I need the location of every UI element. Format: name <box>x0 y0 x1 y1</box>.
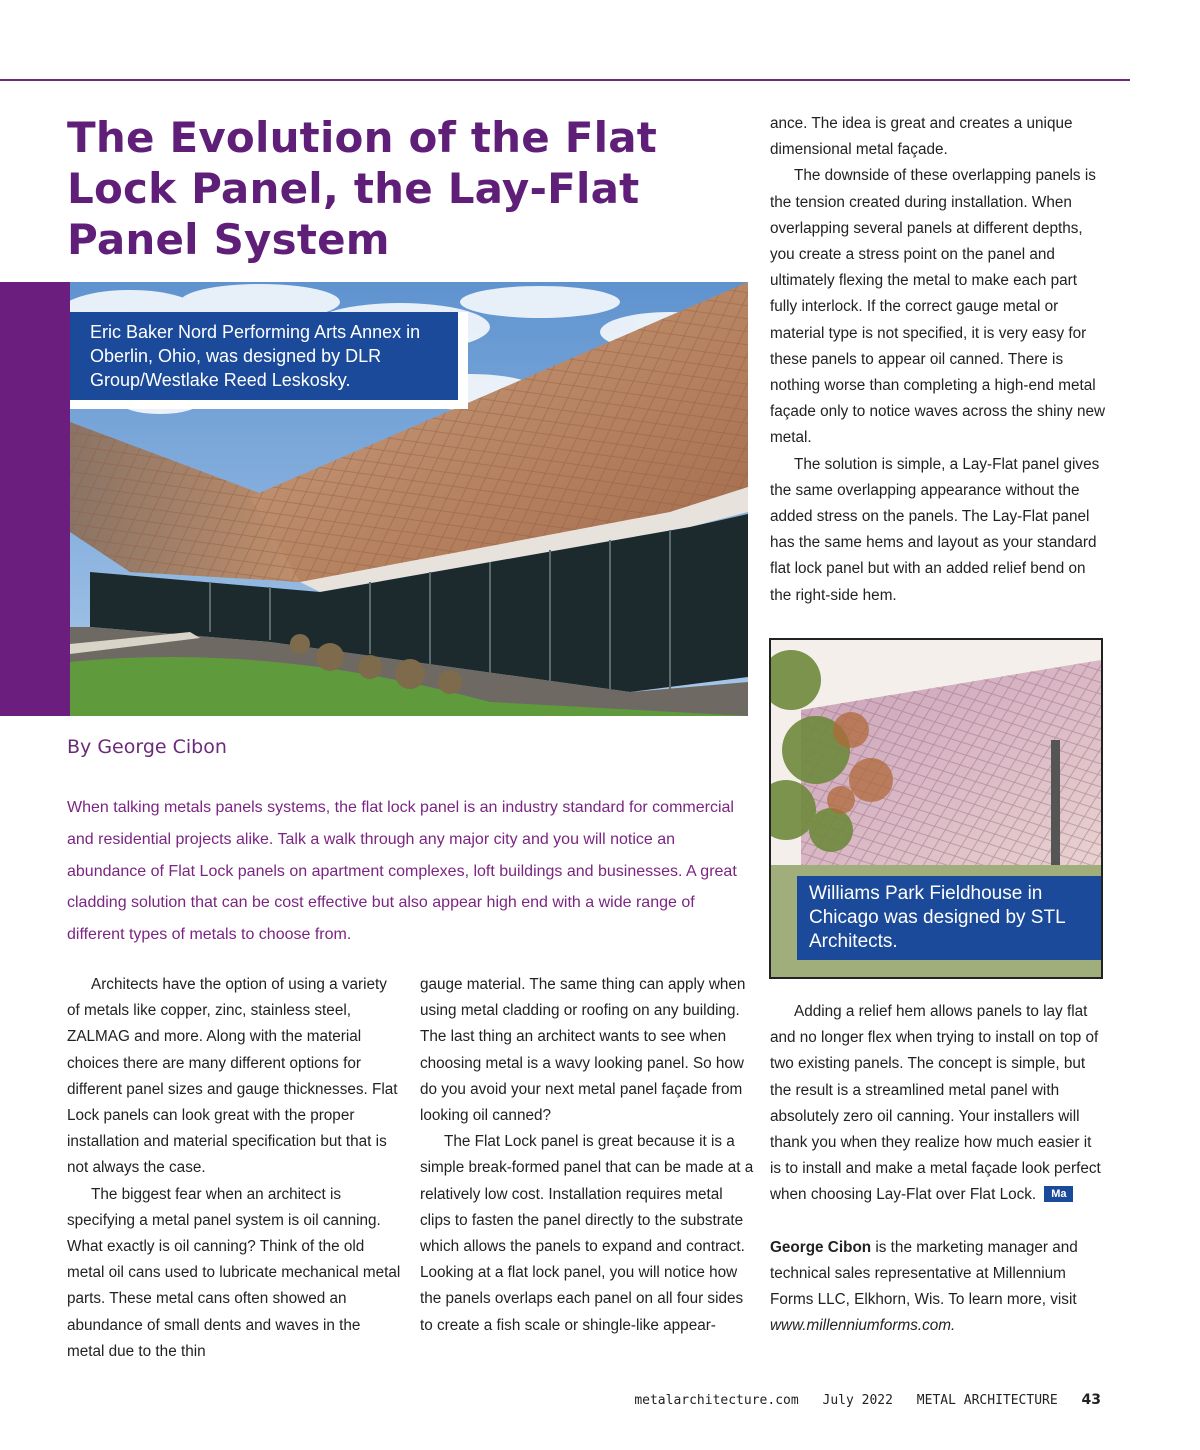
body-paragraph: The downside of these overlapping panels is the tension created during installation. When overlapping several panels at different depths, you create a stress point on the panel and ultimately flexing the metal to make each part fully interlock. If the correct gauge metal or material type is not specified, it is very easy for these panels to appear oil canned. There is nothing worse than completing a high-end metal façade only to notice waves across the shiny new metal. <box>770 167 1106 447</box>
body-paragraph: ance. The idea is great and creates a unique dimensional metal façade. <box>770 115 1073 159</box>
body-paragraph: The solution is simple, a Lay-Flat panel gives the same overlapping appearance without the added stress on the panels. The Lay-Flat panel has the same hems and layout as your standard flat lock panel but with an added relief bend on the right-side hem. <box>770 455 1100 604</box>
body-paragraph: gauge material. The same thing can apply when using metal cladding or roofing on any building. The last thing an architect wants to see when choosing metal is a wavy looking panel. So how do you avoid your next metal panel façade from looking oil canned? <box>420 976 746 1125</box>
body-column-3-bottom <box>770 999 1106 1339</box>
body-column-2 <box>420 972 754 1339</box>
footer-issue-date: July 2022 <box>822 1393 893 1408</box>
top-rule <box>0 79 1130 81</box>
author-website-link[interactable]: www.millenniumforms.com. <box>770 1317 956 1335</box>
footer-site: metalarchitecture.com <box>634 1393 799 1408</box>
body-paragraph <box>770 999 1106 1209</box>
end-mark-logo-icon: Ma <box>1044 1186 1073 1202</box>
hero-caption-box <box>70 312 468 409</box>
page-footer <box>618 1392 1101 1408</box>
fieldhouse-caption-box <box>797 876 1101 960</box>
byline: By George Cibon <box>67 736 227 758</box>
body-paragraph: The Flat Lock panel is great because it is a simple break-formed panel that can be made at a relatively low cost. Installation requires metal clips to fasten the panel directly to the substrate which allows the panels to expand and contract. Looking at a flat lock panel, you will notice how the panels overlaps each panel on all four sides to create a fish scale or shingle-like appear- <box>420 1133 754 1334</box>
author-bio <box>770 1235 1106 1340</box>
purple-accent-band <box>0 282 70 716</box>
article-headline: The Evolution of the Flat Lock Panel, the Lay-Flat Panel System <box>67 113 658 264</box>
article-deck: When talking metals panels systems, the flat lock panel is an industry standard for commercial and residential projects alike. Talk a walk through any major city and you will notice an abundance of Flat Lock panels on apartment complexes, loft buildings and businesses. A great cladding solution that can be cost effective but also appear high end with a wide range of different types of metals to choose from. <box>67 799 737 944</box>
footer-magazine-name: METAL ARCHITECTURE <box>916 1393 1058 1408</box>
body-paragraph: Architects have the option of using a variety of metals like copper, zinc, stainless steel, ZALMAG and more. Along with the material choices there are many different options for different panel sizes and gauge thicknesses. Flat Lock panels can look great with the proper installation and material specification but that is not always the case. <box>67 976 398 1177</box>
closing-paragraph-text: Adding a relief hem allows panels to lay flat and no longer flex when trying to install on top of two existing panels. The concept is simple, but the result is a streamlined metal panel with absolutely zero oil canning. Your installers will thank you when they realize how much easier it is to install and make a metal façade look perfect when choosing Lay-Flat over Flat Lock. <box>770 1003 1101 1204</box>
body-paragraph: The biggest fear when an architect is specifying a metal panel system is oil canning. What exactly is oil canning? Think of the old metal oil cans used to lubricate mechanical metal parts. These metal cans often showed an abundance of small dents and waves in the metal due to the thin <box>67 1185 401 1360</box>
hero-photo <box>70 282 748 716</box>
author-bio-text: is the marketing manager and technical sales representative at Millennium Forms LLC, Elkhorn, Wis. To learn more, visit <box>770 1238 1078 1309</box>
fieldhouse-photo <box>769 638 1103 979</box>
body-column-3-top <box>770 111 1106 609</box>
body-column-1 <box>67 972 401 1365</box>
fieldhouse-caption: Williams Park Fieldhouse in Chicago was designed by STL Architects. <box>797 876 1101 960</box>
author-name: George Cibon <box>770 1238 872 1256</box>
page-number: 43 <box>1081 1392 1101 1408</box>
hero-caption: Eric Baker Nord Performing Arts Annex in Oberlin, Ohio, was designed by DLR Group/Westlake Reed Leskosky. <box>70 312 458 400</box>
